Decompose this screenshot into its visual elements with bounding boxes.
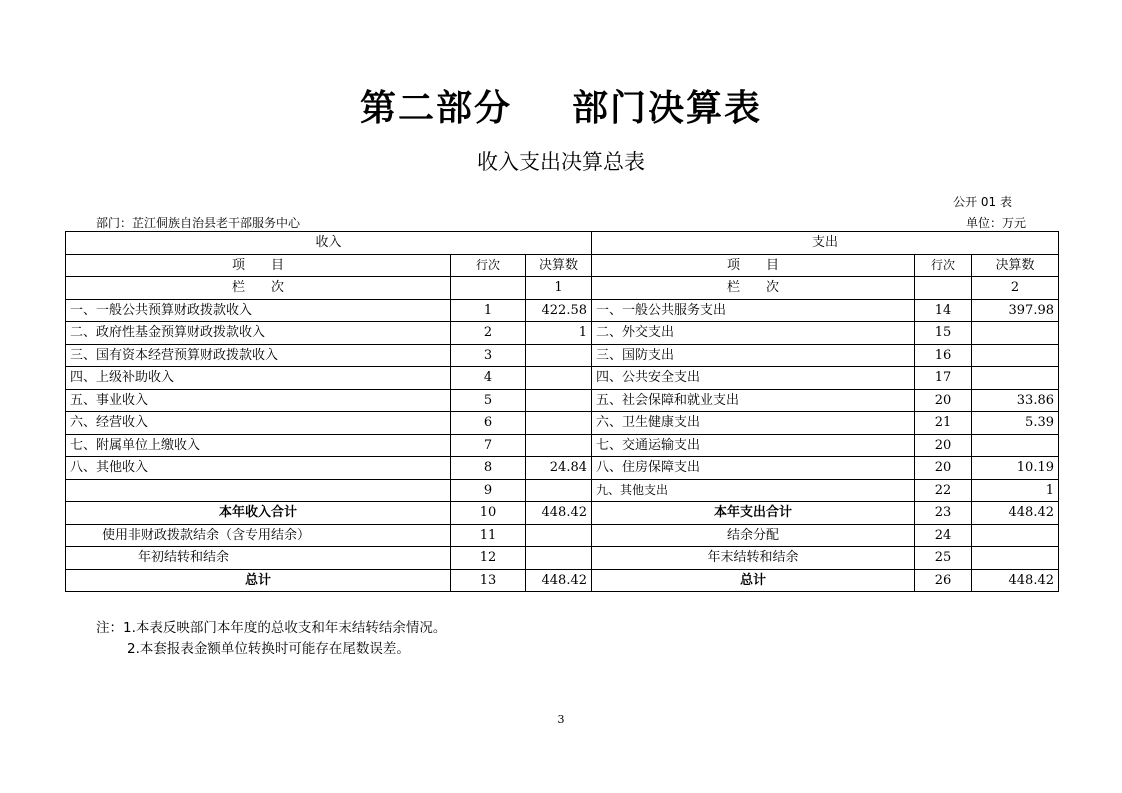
income-line: 2 <box>451 322 526 345</box>
expense-item: 三、国防支出 <box>592 344 915 367</box>
income-amount: 1 <box>526 322 592 345</box>
empty-cell <box>915 277 972 300</box>
expense-amount <box>972 524 1059 547</box>
expense-line: 14 <box>915 299 972 322</box>
expense-line: 15 <box>915 322 972 345</box>
table-title: 收入支出决算总表 <box>477 150 645 174</box>
expense-amount <box>972 547 1059 570</box>
income-item: 使用非财政拨款结余（含专用结余） <box>66 524 451 547</box>
income-subtotal-label: 本年收入合计 <box>66 502 451 525</box>
page-number: 3 <box>557 713 565 726</box>
income-item: 六、经营收入 <box>66 412 451 435</box>
table-row <box>66 322 1059 345</box>
expense-item: 九、其他支出 <box>592 479 915 502</box>
subtotal-row <box>66 502 1059 525</box>
expense-item: 四、公共安全支出 <box>592 367 915 390</box>
expense-amount: 397.98 <box>972 299 1059 322</box>
income-total-line: 13 <box>451 569 526 592</box>
expense-amount: 5.39 <box>972 412 1059 435</box>
expense-amount: 10.19 <box>972 457 1059 480</box>
income-line: 8 <box>451 457 526 480</box>
income-item-header: 项 目 <box>66 254 451 277</box>
income-line: 5 <box>451 389 526 412</box>
expense-item: 二、外交支出 <box>592 322 915 345</box>
income-amount <box>526 434 592 457</box>
income-amount: 24.84 <box>526 457 592 480</box>
expense-item-header: 项 目 <box>592 254 915 277</box>
expense-line: 20 <box>915 434 972 457</box>
income-subtotal-line: 10 <box>451 502 526 525</box>
column-seq-row <box>66 277 1059 300</box>
income-amount: 422.58 <box>526 299 592 322</box>
income-seq-number: 1 <box>526 277 592 300</box>
table-row <box>66 367 1059 390</box>
department-label: 部门：芷江侗族自治县老干部服务中心 <box>96 216 301 230</box>
income-item: 年初结转和结余 <box>66 547 451 570</box>
table-row <box>66 412 1059 435</box>
expense-line: 20 <box>915 457 972 480</box>
expense-total-line: 26 <box>915 569 972 592</box>
title-name: 部门决算表 <box>572 87 763 129</box>
table-row <box>66 524 1059 547</box>
income-line: 9 <box>451 479 526 502</box>
expense-amount <box>972 434 1059 457</box>
note-2: 2.本套报表金额单位转换时可能存在尾数误差。 <box>127 641 410 657</box>
income-total-amount: 448.42 <box>526 569 592 592</box>
expense-amount <box>972 367 1059 390</box>
income-amount <box>526 412 592 435</box>
income-line: 11 <box>451 524 526 547</box>
table-row <box>66 344 1059 367</box>
title-part: 第二部分 <box>359 87 512 129</box>
income-seq-label: 栏 次 <box>66 277 451 300</box>
expense-amount <box>972 344 1059 367</box>
expense-item: 结余分配 <box>592 524 915 547</box>
expense-item: 五、社会保障和就业支出 <box>592 389 915 412</box>
column-header-row <box>66 254 1059 277</box>
expense-line-header: 行次 <box>915 254 972 277</box>
expense-subtotal-line: 23 <box>915 502 972 525</box>
expense-item: 六、卫生健康支出 <box>592 412 915 435</box>
table-row <box>66 434 1059 457</box>
income-line: 4 <box>451 367 526 390</box>
form-code: 公开 01 表 <box>953 195 1012 209</box>
expense-subtotal-label: 本年支出合计 <box>592 502 915 525</box>
table-row <box>66 547 1059 570</box>
expense-item: 一、一般公共服务支出 <box>592 299 915 322</box>
notes <box>96 618 446 660</box>
income-line-header: 行次 <box>451 254 526 277</box>
income-amount <box>526 344 592 367</box>
expense-line: 22 <box>915 479 972 502</box>
income-item: 一、一般公共预算财政拨款收入 <box>66 299 451 322</box>
expense-amount: 33.86 <box>972 389 1059 412</box>
income-line: 7 <box>451 434 526 457</box>
income-amount-header: 决算数 <box>526 254 592 277</box>
expense-line: 24 <box>915 524 972 547</box>
expense-item: 年末结转和结余 <box>592 547 915 570</box>
income-amount <box>526 367 592 390</box>
income-item: 二、政府性基金预算财政拨款收入 <box>66 322 451 345</box>
income-amount <box>526 547 592 570</box>
table-row <box>66 389 1059 412</box>
expense-item: 八、住房保障支出 <box>592 457 915 480</box>
empty-cell <box>451 277 526 300</box>
income-amount <box>526 524 592 547</box>
income-amount <box>526 389 592 412</box>
total-row <box>66 569 1059 592</box>
expense-amount: 1 <box>972 479 1059 502</box>
table-row <box>66 479 1059 502</box>
income-header: 收入 <box>66 232 592 255</box>
expense-line: 25 <box>915 547 972 570</box>
income-item: 四、上级补助收入 <box>66 367 451 390</box>
expense-line: 21 <box>915 412 972 435</box>
income-item: 三、国有资本经营预算财政拨款收入 <box>66 344 451 367</box>
expense-amount <box>972 322 1059 345</box>
income-amount <box>526 479 592 502</box>
income-line: 12 <box>451 547 526 570</box>
expense-total-amount: 448.42 <box>972 569 1059 592</box>
income-item: 七、附属单位上缴收入 <box>66 434 451 457</box>
income-line: 1 <box>451 299 526 322</box>
page-title <box>0 80 1122 131</box>
income-total-label: 总计 <box>66 569 451 592</box>
table-row <box>66 457 1059 480</box>
expense-line: 20 <box>915 389 972 412</box>
income-line: 3 <box>451 344 526 367</box>
expense-seq-number: 2 <box>972 277 1059 300</box>
expense-seq-label: 栏 次 <box>592 277 915 300</box>
unit-label: 单位：万元 <box>965 216 1026 230</box>
section-header-row <box>66 232 1059 255</box>
income-expense-table <box>65 231 1059 592</box>
income-item: 五、事业收入 <box>66 389 451 412</box>
income-line: 6 <box>451 412 526 435</box>
expense-total-label: 总计 <box>592 569 915 592</box>
expense-header: 支出 <box>592 232 1059 255</box>
income-item <box>66 479 451 502</box>
expense-subtotal-amount: 448.42 <box>972 502 1059 525</box>
note-1: 注：1.本表反映部门本年度的总收支和年末结转结余情况。 <box>96 620 447 636</box>
income-item: 八、其他收入 <box>66 457 451 480</box>
expense-line: 17 <box>915 367 972 390</box>
expense-item: 七、交通运输支出 <box>592 434 915 457</box>
expense-amount-header: 决算数 <box>972 254 1059 277</box>
table-row <box>66 299 1059 322</box>
income-subtotal-amount: 448.42 <box>526 502 592 525</box>
expense-line: 16 <box>915 344 972 367</box>
